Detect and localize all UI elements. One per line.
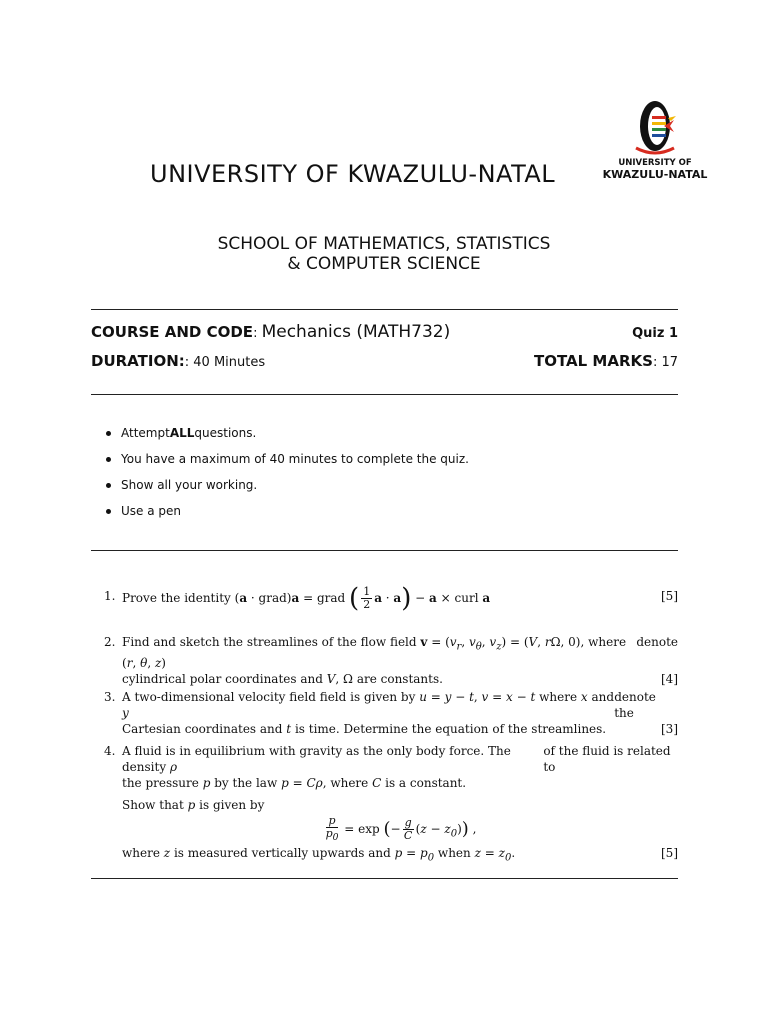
question-number: 4. [104,744,116,758]
question-2 [104,634,678,687]
question-marks: [4] [661,672,678,687]
question-marks: [5] [661,589,678,603]
logo-text-line2: KWAZULU-NATAL [602,168,708,181]
bullet-icon [106,509,111,514]
university-logo [600,98,710,188]
course-row [91,322,678,342]
course-label: COURSE AND CODE [91,323,254,341]
total-marks-label: TOTAL MARKS [533,352,653,370]
quiz-label: Quiz 1 [632,326,678,341]
school-name-line1: SCHOOL OF MATHEMATICS, STATISTICS [217,234,551,254]
bullet-icon [106,431,111,436]
question-number: 1. [104,589,116,603]
question-marks: [3] [661,722,678,736]
total-marks-value: 17 [661,355,678,370]
question-text: A two-dimensional velocity field field is given by u = y − t, v = x − t where x and y denote the Cartesian coordinates and t is time. Determine the equation of the streamlines. [3] [122,690,678,736]
list-item: Show all your working. [106,472,469,498]
school-name-line2: & COMPUTER SCIENCE [287,254,481,274]
instructions-list [106,420,469,524]
question-text: Prove the identity (a · grad)a = grad ( $\frac{1}{2}$ a · a) − a × curl a [122,583,491,614]
divider [91,878,678,879]
question-4 [104,743,678,864]
question-3 [104,689,678,736]
bullet-icon [106,483,111,488]
course-value: Mechanics (MATH732) [261,322,451,342]
bullet-icon [106,457,111,462]
question-number: 2. [104,635,116,649]
university-title: UNIVERSITY OF KWAZULU-NATAL [150,160,556,188]
duration-field: DURATION:: 40 Minutes [91,352,266,370]
list-item: Use a pen [106,498,469,524]
duration-value: 40 Minutes [193,355,266,370]
list-item: You have a maximum of 40 minutes to complete the quiz. [106,446,469,472]
divider [91,394,678,395]
equation: $\frac{p}{p_0}$ = exp (− $\frac{g}{C}$ $(z - z_0)$) , [325,814,477,844]
question-marks: [5] [661,846,678,860]
divider [91,309,678,310]
list-item: Attempt ALL questions. [106,420,469,446]
shield-emblem-icon [600,98,710,158]
question-1 [104,583,678,614]
question-number: 3. [104,690,116,704]
divider [91,550,678,551]
course-field: COURSE AND CODE: Mechanics (MATH732) [91,322,451,342]
question-text: Find and sketch the streamlines of the flow field $v = (v_r$, $v_\theta$, $v_z) = (V$, rΩ, 0), where (r, θ, z) denote cylindrical polar coordinates and V, Ω are constants. [4] [122,635,678,687]
total-marks-field: TOTAL MARKS: 17 [533,352,678,370]
duration-label: DURATION: [91,352,185,370]
question-text: A fluid is in equilibrium with gravity as the only body force. The density ρ of the fluid is related to the pressure p by the law p = Cρ, where C is a constant. Show that p is given by $\frac{p}{p_0}$ = exp (− $\frac{g}{C}$ $(z - z_0)$) , where z is measured vertically upwards and $p = p_0$ when $z = z_0$. [5] [122,743,678,866]
duration-row [91,351,678,370]
logo-text-line1: UNIVERSITY OF [618,158,692,168]
